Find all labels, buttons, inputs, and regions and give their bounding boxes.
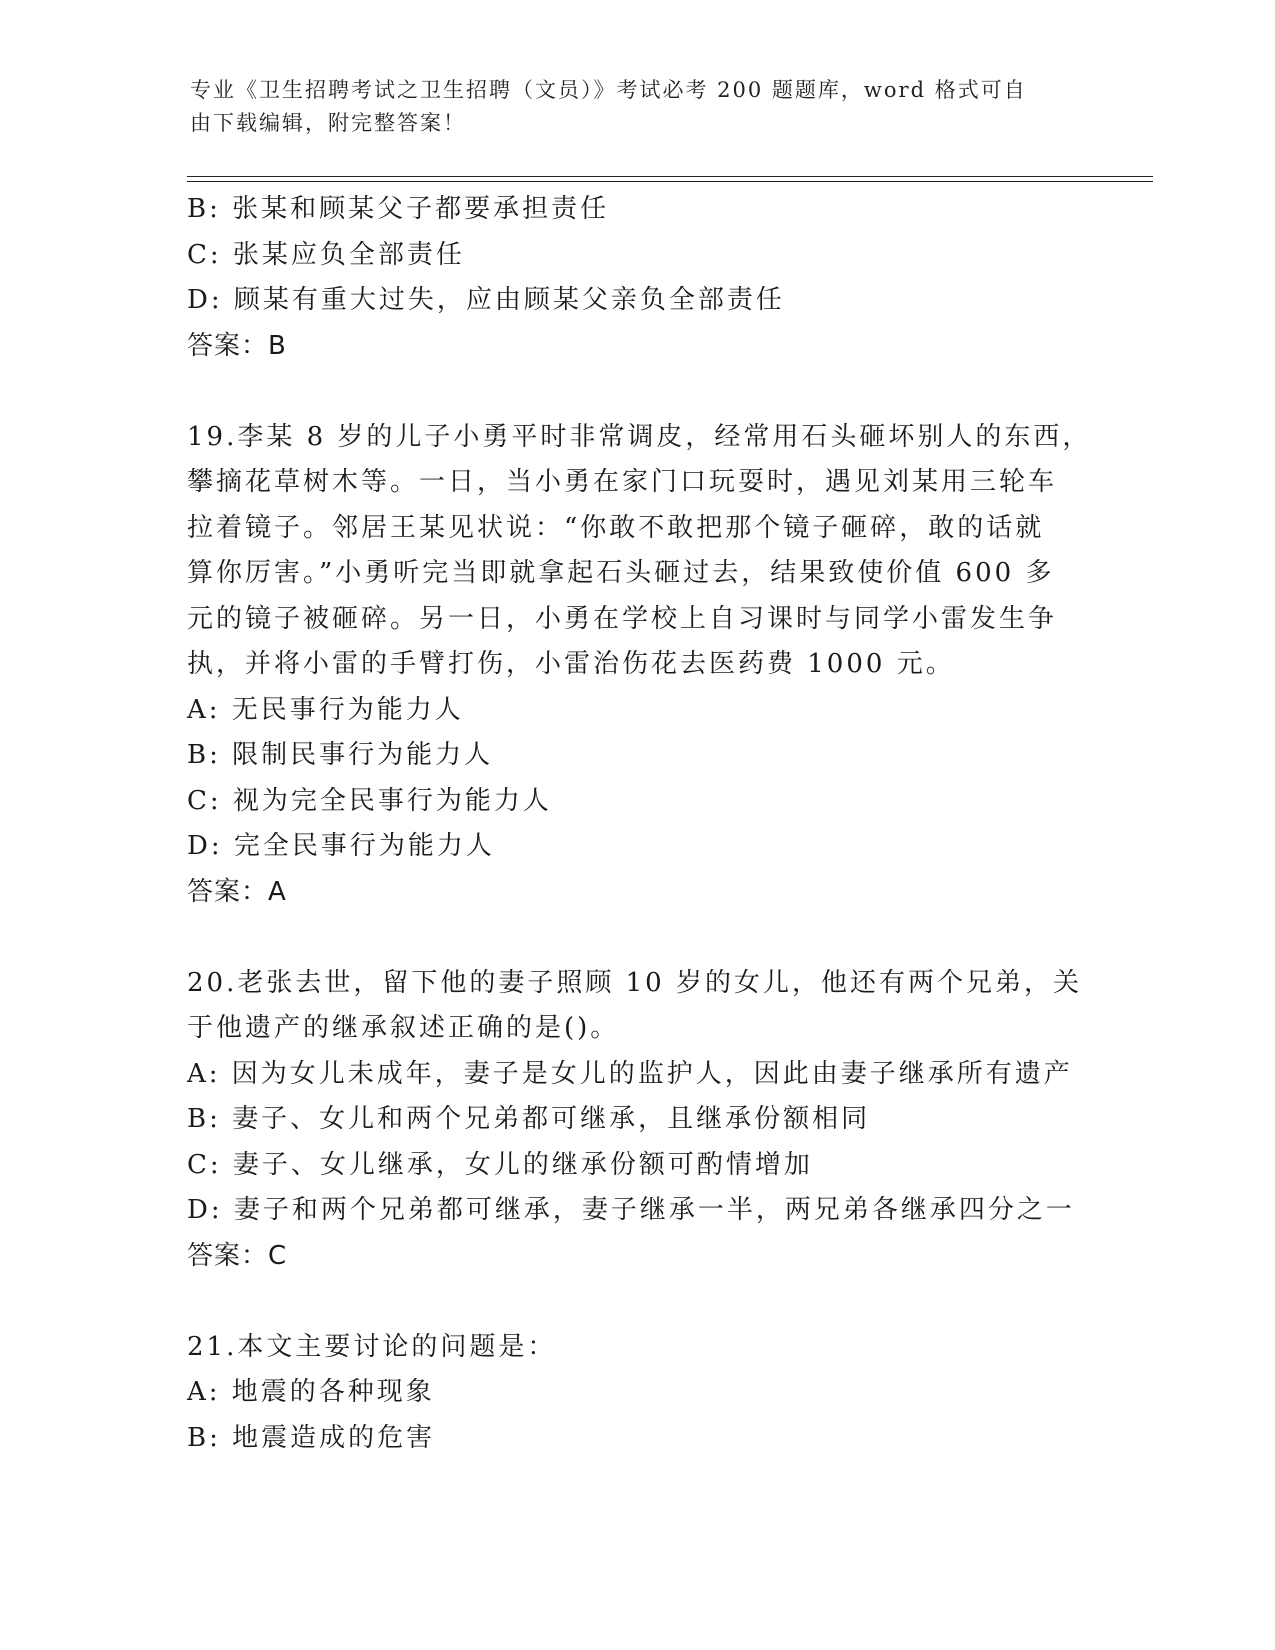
header-divider-bottom	[187, 181, 1153, 182]
header-line-2: 由下载编辑，附完整答案！	[190, 111, 466, 135]
question-stem-line: 20.老张去世，留下他的妻子照顾 10 岁的女儿，他还有两个兄弟，关	[187, 967, 1082, 998]
page-header	[190, 74, 1090, 140]
answer-label: 答案：B	[187, 330, 287, 361]
option-b: B: 张某和顾某父子都要承担责任	[187, 194, 610, 224]
option-c: C: 张某应负全部责任	[187, 239, 465, 270]
option-a: A: 因为女儿未成年，妻子是女儿的监护人，因此由妻子继承所有遗产	[187, 1058, 1073, 1089]
prev-question-block	[187, 187, 1097, 369]
option-b: B: 妻子、女儿和两个兄弟都可继承，且继承份额相同	[187, 1104, 871, 1134]
question-stem-line: 拉着镜子。邻居王某见状说：“你敢不敢把那个镜子砸碎，敢的话就	[187, 512, 1045, 543]
question-stem-line: 21.本文主要讨论的问题是：	[187, 1331, 557, 1362]
question-stem-line: 元的镜子被砸碎。另一日，小勇在学校上自习课时与同学小雷发生争	[187, 603, 1058, 634]
question-stem-line: 执，并将小雷的手臂打伤，小雷治伤花去医药费 1000 元。	[187, 649, 955, 679]
question-stem-line: 算你厉害。”小勇听完当即就拿起石头砸过去，结果致使价值 600 多	[187, 558, 1055, 588]
option-d: D: 完全民事行为能力人	[187, 831, 495, 861]
option-c: C: 妻子、女儿继承，女儿的继承份额可酌情增加	[187, 1149, 813, 1180]
option-d: D: 妻子和两个兄弟都可继承，妻子继承一半，两兄弟各继承四分之一	[187, 1195, 1075, 1225]
option-a: A: 无民事行为能力人	[187, 694, 464, 725]
option-d: D: 顾某有重大过失，应由顾某父亲负全部责任	[187, 285, 785, 315]
answer-label: 答案：C	[187, 1240, 288, 1271]
option-a: A: 地震的各种现象	[187, 1377, 435, 1407]
spacer	[187, 369, 1097, 415]
spacer	[187, 915, 1097, 961]
question-21	[187, 1325, 1097, 1462]
header-divider-top	[187, 176, 1153, 177]
spacer	[187, 1279, 1097, 1325]
answer-label: 答案：A	[187, 876, 287, 907]
question-stem-line: 攀摘花草树木等。一日，当小勇在家门口玩耍时，遇见刘某用三轮车	[187, 467, 1058, 497]
header-line-1: 专业《卫生招聘考试之卫生招聘（文员）》考试必考 200 题题库，word 格式可自	[190, 78, 1027, 102]
question-19	[187, 415, 1097, 916]
question-stem-line: 19.李某 8 岁的儿子小勇平时非常调皮，经常用石头砸坏别人的东西，	[187, 421, 1092, 452]
option-b: B: 地震造成的危害	[187, 1422, 436, 1453]
question-stem-line: 于他遗产的继承叙述正确的是()。	[187, 1013, 620, 1043]
option-c: C: 视为完全民事行为能力人	[187, 785, 552, 816]
page-content	[187, 187, 1097, 1461]
question-20	[187, 961, 1097, 1280]
option-b: B: 限制民事行为能力人	[187, 740, 494, 770]
